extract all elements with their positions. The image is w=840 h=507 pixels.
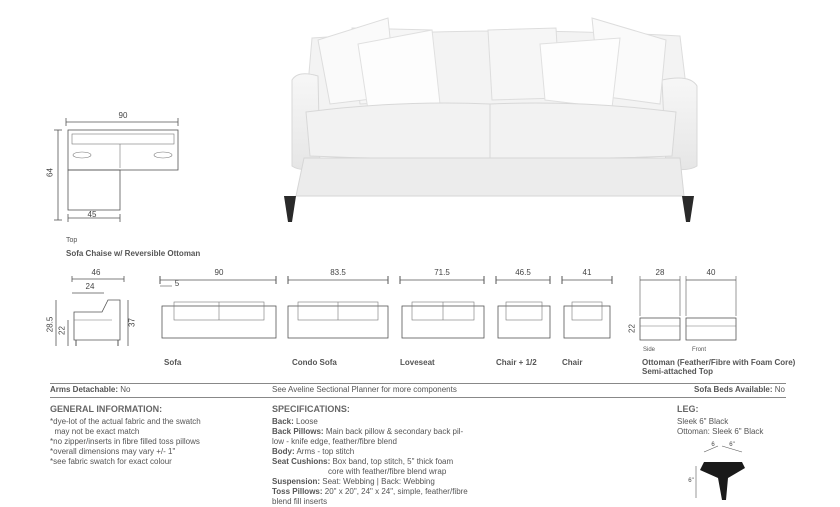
sofa-width-dim: 90 — [214, 268, 224, 277]
top-height-dim: 64 — [45, 168, 55, 177]
ottoman-h-dim: 22 — [627, 324, 637, 333]
condo-width-dim: 83.5 — [330, 268, 346, 277]
sofa-extra-dim: 5 — [174, 279, 180, 288]
spec-seat-label: Seat Cushions: — [272, 457, 331, 466]
spec-body-value: Arms - top stitch — [296, 447, 355, 456]
side-seat-depth-dim: 24 — [85, 282, 95, 291]
chair-label: Chair — [562, 358, 583, 367]
loveseat-label: Loveseat — [400, 358, 435, 367]
side-depth-dim: 46 — [91, 268, 101, 277]
condo-label: Condo Sofa — [292, 358, 337, 367]
beds-label: Sofa Beds Available: — [694, 385, 773, 394]
spec-toss-2: blend fill inserts — [272, 497, 328, 506]
leg-dim-1: 6 — [711, 442, 715, 448]
ottoman-w2-dim: 40 — [706, 268, 716, 277]
spec-pillows-value: Main back pillow & secondary back pil- — [325, 427, 464, 436]
ottoman-side-label: Side — [643, 347, 656, 353]
specs-title: SPECIFICATIONS: — [272, 404, 350, 414]
spec-pillows-2: low - knife edge, feather/fibre blend — [272, 437, 397, 446]
chair-width-dim: 41 — [582, 268, 592, 277]
spec-back-value: Loose — [296, 417, 318, 426]
spec-seat-2: core with feather/fibre blend wrap — [328, 467, 447, 476]
ottoman-label-2: Semi-attached Top — [642, 367, 713, 376]
leg-line-1: Sleek 6" Black — [677, 417, 729, 426]
ottoman-front-label: Front — [692, 347, 707, 353]
chair-half-width-dim: 46.5 — [515, 268, 531, 277]
general-line: *no zipper/inserts in fibre filled toss pillows — [50, 437, 200, 446]
arms-label: Arms Detachable: — [50, 385, 119, 394]
general-title: GENERAL INFORMATION: — [50, 404, 163, 414]
general-line: *dye-lot of the actual fabric and the swatch — [50, 417, 201, 426]
leg-dim-h: 6" — [688, 478, 694, 484]
side-height-dim: 28.5 — [45, 316, 55, 333]
leg-title: LEG: — [677, 404, 699, 414]
side-seat-height-dim: 22 — [57, 326, 67, 335]
spec-toss-value: 20" x 20", 24" x 24", simple, feather/fibre — [324, 487, 468, 496]
beds-value: No — [774, 385, 786, 394]
loveseat-width-dim: 71.5 — [434, 268, 450, 277]
sofa-label: Sofa — [164, 358, 182, 367]
planner-note: See Aveline Sectional Planner for more components — [272, 385, 457, 394]
spec-susp-value: Seat: Webbing | Back: Webbing — [322, 477, 435, 486]
general-line: *overall dimensions may vary +/- 1" — [50, 447, 176, 456]
ottoman-label-1: Ottoman (Feather/Fibre with Foam Core) — [642, 358, 796, 367]
spec-seat-value: Box band, top stitch, 5" thick foam — [332, 457, 454, 466]
leg-line-2: Ottoman: Sleek 6" Black — [677, 427, 764, 436]
top-caption-small: Top — [66, 237, 78, 244]
ottoman-w1-dim: 28 — [655, 268, 665, 277]
top-inner-dim: 45 — [87, 210, 97, 219]
side-back-height-dim: 37 — [127, 318, 137, 327]
top-width-dim: 90 — [118, 111, 128, 120]
top-caption: Sofa Chaise w/ Reversible Ottoman — [66, 249, 201, 258]
general-line: may not be exact match — [50, 427, 140, 436]
arms-value: No — [120, 385, 131, 394]
spec-body-label: Body: — [272, 447, 295, 456]
leg-dim-2: 6" — [729, 442, 735, 448]
spec-susp-label: Suspension: — [272, 477, 321, 486]
spec-toss-label: Toss Pillows: — [272, 487, 323, 496]
spec-pillows-label: Back Pillows: — [272, 427, 324, 436]
chair-half-label: Chair + 1/2 — [496, 358, 537, 367]
spec-back-label: Back: — [272, 417, 294, 426]
general-line: *see fabric swatch for exact colour — [50, 457, 172, 466]
